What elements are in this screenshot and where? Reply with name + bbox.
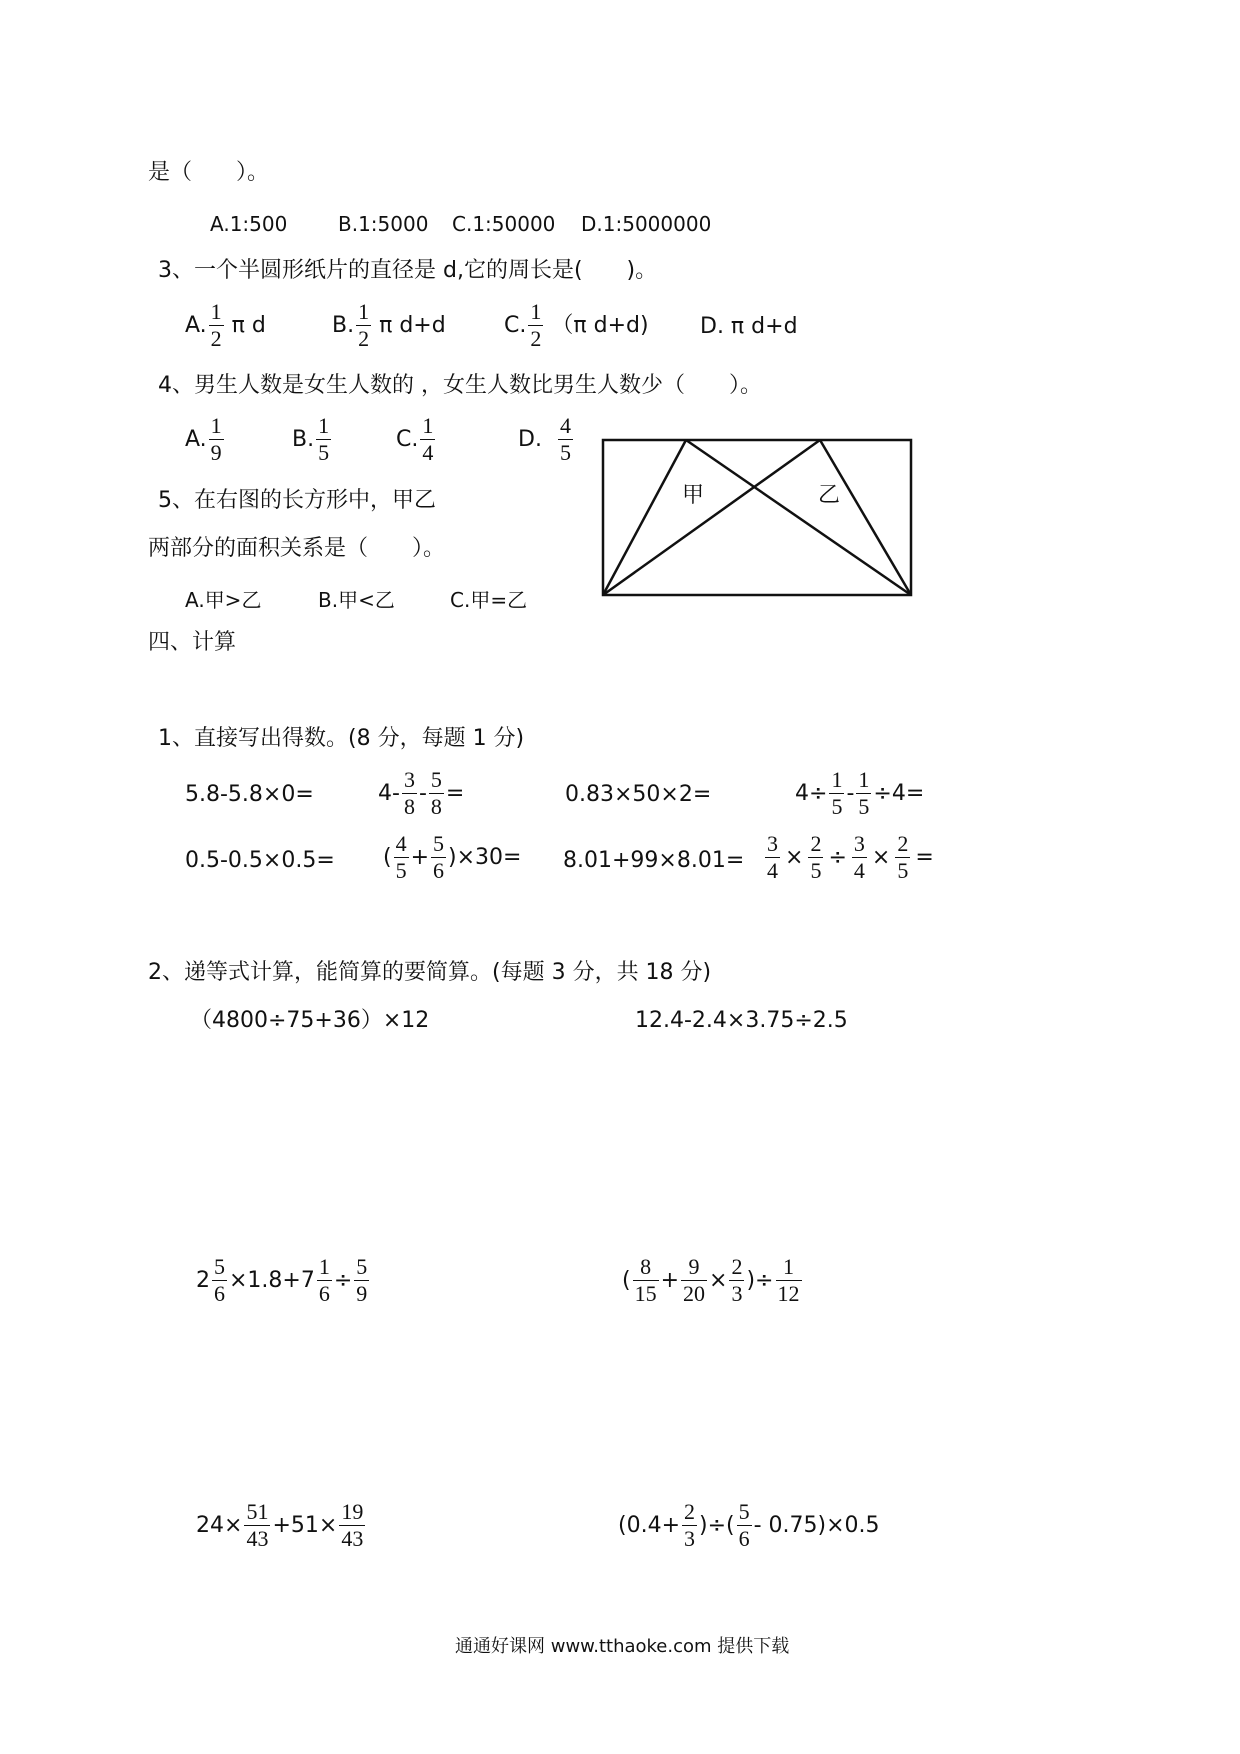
oral-expr-6: ( 4 5 + $\frac{5}{6}$ )×30= — [383, 831, 522, 883]
q5-option-c: C.甲=乙 — [450, 588, 528, 612]
q5-stem-line1: 5、在右图的长方形中，甲乙 — [158, 488, 436, 513]
prev-option-a: A.1:500 — [210, 212, 288, 236]
fraction: 1 4 — [422, 413, 434, 465]
part2-title: 2、递等式计算，能简算的要简算。(每题 3 分，共 18 分) — [148, 960, 712, 985]
q3-option-c: C. 1 2 （π d+d) — [504, 299, 649, 351]
fraction: 4 5 — [559, 413, 571, 465]
fraction: $\frac{9}{20}$ — [683, 1254, 706, 1306]
fraction: 8 15 — [634, 1254, 657, 1306]
q5-option-a: A.甲>乙 — [185, 588, 262, 612]
fraction: 1 2 — [358, 299, 370, 351]
fraction: $\frac{5}{6}$ — [433, 831, 445, 883]
prev-option-d: D.1:5000000 — [581, 212, 712, 236]
fraction: $\frac{1}{5}$ — [831, 767, 843, 819]
calc-expr-3: 2 $\frac{5}{6}$ ×1.8+7 $\frac{1}{6}$ ÷ $\frac{5}{9}$ — [196, 1254, 368, 1306]
q4-option-a: A. 1 9 — [185, 413, 222, 465]
part1-title: 1、直接写出得数。(8 分，每题 1 分) — [158, 726, 525, 751]
footer-text: 通通好课网 www.tthaoke.com 提供下载 — [455, 1636, 790, 1657]
oral-expr-5: 0.5-0.5×0.5= — [185, 848, 335, 873]
oral-expr-2: 4- 3 8 - $\frac{5}{8}$ = — [378, 767, 465, 819]
q3-stem: 3、一个半圆形纸片的直径是 d,它的周长是( )。 — [158, 258, 658, 283]
oral-expr-4: 4÷ $\frac{1}{5}$ - $\frac{1}{5}$ ÷4= — [795, 767, 925, 819]
prev-option-c: C.1:50000 — [452, 212, 556, 236]
q3-option-a: A. 1 2 π d — [185, 299, 266, 351]
calc-expr-4: ( 8 15 + $\frac{9}{20}$ × $\frac{2}{3}$ )÷ $\frac{1}{12}$ — [622, 1254, 800, 1306]
q5-stem-line2: 两部分的面积关系是（ ）。 — [148, 536, 446, 561]
oral-expr-1: 5.8-5.8×0= — [185, 782, 314, 807]
rectangle-figure — [600, 436, 920, 604]
fraction: $\frac{3}{4}$ — [853, 831, 865, 883]
section-title: 四、计算 — [148, 630, 237, 655]
calc-expr-6: (0.4+ $\frac{2}{3}$ )÷( 5 6 - 0.75)×0.5 — [618, 1499, 880, 1551]
calc-expr-1: （4800÷75+36）×12 — [190, 1008, 430, 1033]
fraction: $\frac{2}{5}$ — [897, 831, 909, 883]
prev-option-b: B.1:5000 — [338, 212, 429, 236]
q3-option-b: B. 1 2 π d+d — [332, 299, 446, 351]
fraction: $\frac{1}{6}$ — [318, 1254, 330, 1306]
fraction: $\frac{2}{3}$ — [684, 1499, 696, 1551]
prev-question-tail: 是（ ）。 — [148, 160, 270, 185]
fraction: $\frac{1}{12}$ — [777, 1254, 800, 1306]
diagonal-line — [603, 440, 686, 595]
oral-expr-3: 0.83×50×2= — [565, 782, 712, 807]
fraction: 5 6 — [738, 1499, 750, 1551]
fraction: 1 5 — [318, 413, 330, 465]
diagonal-line — [686, 440, 911, 595]
q3-option-d: D. π d+d — [700, 314, 798, 339]
fraction: 1 2 — [530, 299, 542, 351]
q5-option-b: B.甲<乙 — [318, 588, 395, 612]
fraction: $\frac{1}{5}$ — [858, 767, 870, 819]
fraction: $\frac{3}{4}$ — [767, 831, 778, 883]
calc-expr-5: 24× $\frac{51}{43}$ +51× $\frac{19}{43}$ — [196, 1499, 364, 1551]
label-yi: 乙 — [818, 483, 841, 508]
q4-option-c: C. 1 4 — [396, 413, 434, 465]
label-jia: 甲 — [682, 483, 705, 508]
calc-expr-2: 12.4-2.4×3.75÷2.5 — [635, 1008, 848, 1033]
fraction: $\frac{5}{9}$ — [356, 1254, 368, 1306]
fraction: 3 8 — [403, 767, 415, 819]
oral-expr-8: $\frac{3}{4}$ × $\frac{2}{5}$ ÷ $\frac{3}{4}$ × $\frac{2}{5}$ = — [767, 831, 934, 883]
fraction: 1 9 — [210, 413, 222, 465]
q4-stem: 4、男生人数是女生人数的 ，女生人数比男生人数少（ ）。 — [158, 373, 762, 398]
fraction: $\frac{2}{5}$ — [810, 831, 822, 883]
diagonal-line — [603, 440, 820, 595]
fraction: $\frac{5}{6}$ — [214, 1254, 225, 1306]
q4-option-b: B. 1 5 — [292, 413, 330, 465]
fraction: $\frac{5}{8}$ — [430, 767, 442, 819]
diagonal-line — [820, 440, 911, 595]
fraction: $\frac{2}{3}$ — [731, 1254, 743, 1306]
fraction: $\frac{51}{43}$ — [246, 1499, 269, 1551]
fraction: 4 5 — [395, 831, 407, 883]
fraction: 1 2 — [210, 299, 222, 351]
oral-expr-7: 8.01+99×8.01= — [563, 848, 745, 873]
q4-option-d: D. 4 5 — [518, 413, 571, 465]
fraction: $\frac{19}{43}$ — [341, 1499, 364, 1551]
